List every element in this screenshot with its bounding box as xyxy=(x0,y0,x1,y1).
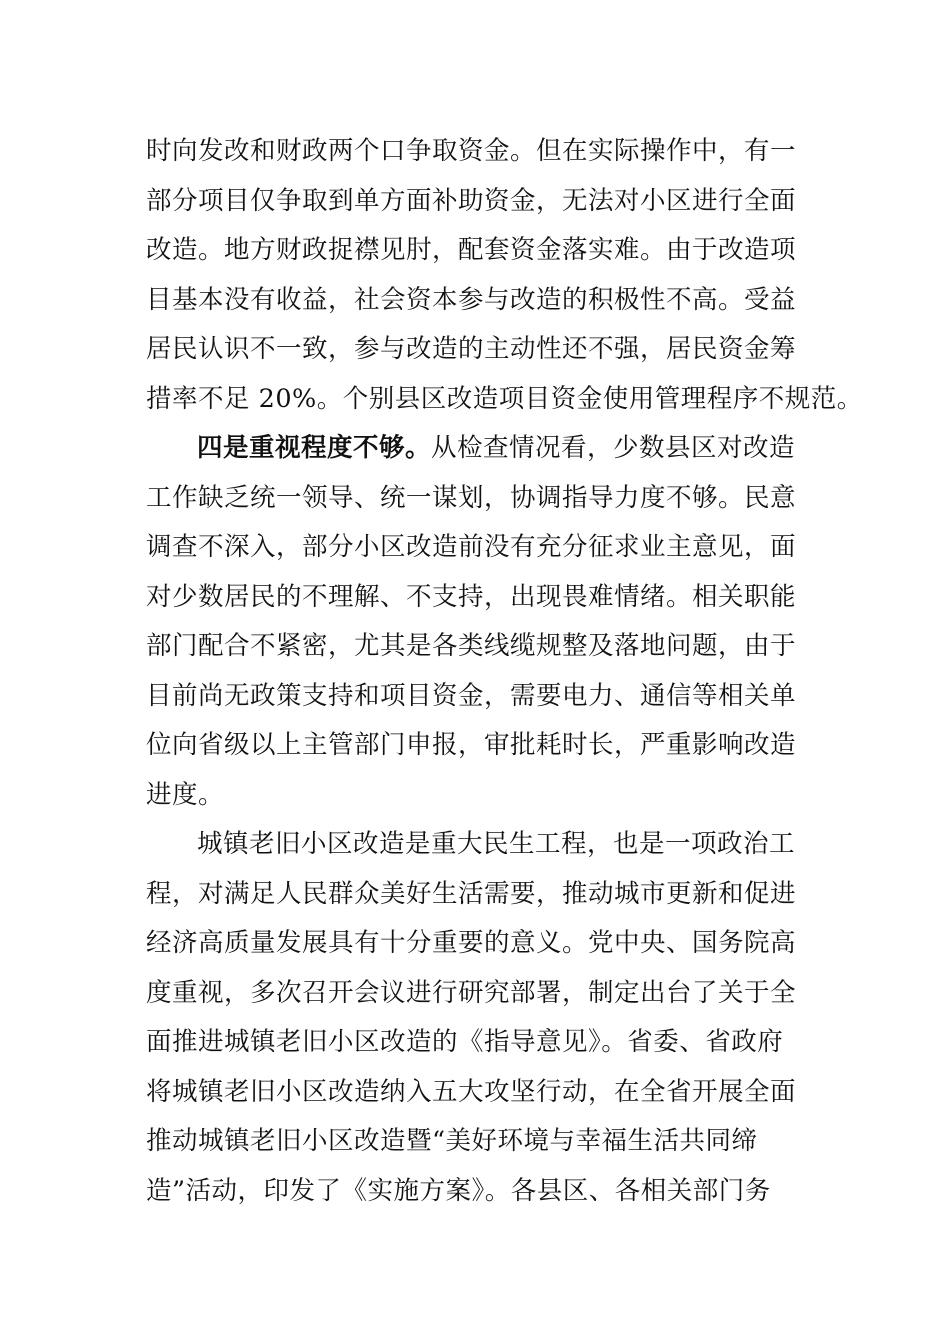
text-line: 造”活动，印发了《实施方案》。各县区、各相关部门务 xyxy=(146,1175,771,1206)
text-line: 部分项目仅争取到单方面补助资金，无法对小区进行全面 xyxy=(146,185,797,216)
text-line: 度重视，多次召开会议进行研究部署，制定出台了关于全 xyxy=(146,977,797,1008)
paragraph-lead-text: 从检查情况看，少数县区对改造 xyxy=(431,433,796,463)
text-line: 部门配合不紧密，尤其是各类线缆规整及落地问题，由于 xyxy=(146,631,797,661)
text-line: 目基本没有收益，社会资本参与改造的积极性不高。受益 xyxy=(146,284,797,315)
text-line: 调查不深入，部分小区改造前没有充分征求业主意见，面 xyxy=(146,532,797,562)
text-line: 位向省级以上主管部门申报，审批耗时长，严重影响改造 xyxy=(146,730,797,760)
paragraph-first-line xyxy=(146,424,814,474)
paragraph-first-line: 城镇老旧小区改造是重大民生工程，也是一项政治工 xyxy=(197,829,796,859)
text-line: 对少数居民的不理解、不支持，出现畏难情绪。相关职能 xyxy=(146,581,797,612)
text-line: 居民认识不一致，参与改造的主动性还不强，居民资金筹 xyxy=(146,334,797,364)
paragraph-heading: 四是重视程度不够。 xyxy=(197,433,432,463)
text-line: 进度。 xyxy=(146,779,225,810)
text-line: 面推进城镇老旧小区改造的《指导意见》。省委、省政府 xyxy=(146,1027,784,1057)
text-line: 时向发改和财政两个口争取资金。但在实际操作中，有一 xyxy=(146,136,797,166)
document-body xyxy=(146,127,863,1216)
text-line: 经济高质量发展具有十分重要的意义。党中央、国务院高 xyxy=(146,928,797,958)
text-line: 改造。地方财政捉襟见肘，配套资金落实难。由于改造项 xyxy=(146,235,797,265)
text-line: 将城镇老旧小区改造纳入五大攻坚行动，在全省开展全面 xyxy=(146,1076,797,1107)
text-line: 目前尚无政策支持和项目资金，需要电力、通信等相关单 xyxy=(146,680,797,711)
text-line: 措率不足 20%。个别县区改造项目资金使用管理程序不规范。 xyxy=(146,383,863,414)
text-line: 推动城镇老旧小区改造暨“美好环境与幸福生活共同缔 xyxy=(146,1126,758,1156)
text-line: 工作缺乏统一领导、统一谋划，协调指导力度不够。民意 xyxy=(146,482,797,513)
text-line: 程，对满足人民群众美好生活需要，推动城市更新和促进 xyxy=(146,878,797,909)
